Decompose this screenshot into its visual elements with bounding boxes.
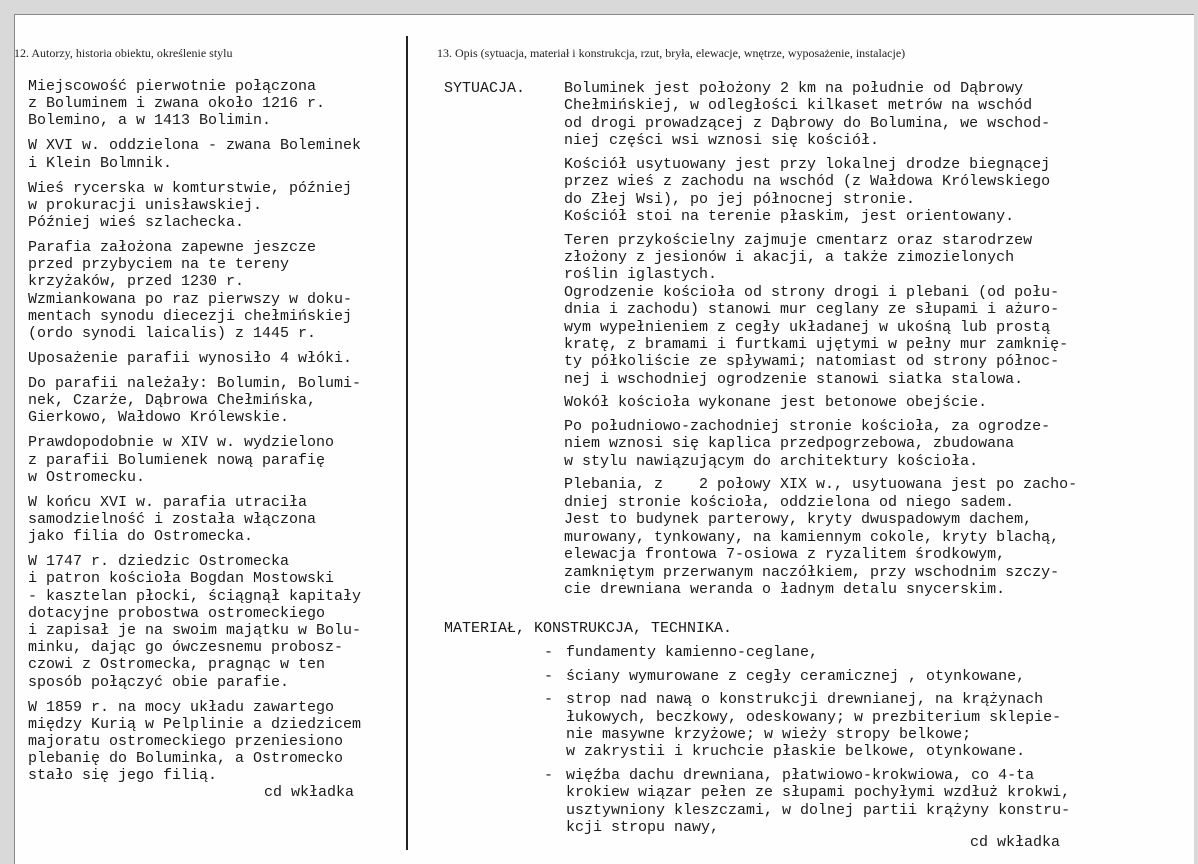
situation-paragraph: Teren przykościelny zajmuje cmentarz oraz starodrzew złożony z jesionów i akacji, a także zimozielonych roślin iglastych. Ogrodzenie kościoła od strony drogi i plebani (od połu- dnia i zachodu) stanowi mur ceglany ze słupami i ażuro- wym wypełnieniem z cegły układanej w ukośną lub prostą kratę, z bramami i furtkami ujętymi w pełny mur zamknię- ty półkoliście ze spływami; natomiast od strony północ- nej i wschodniej ogrodzenie stanowi siatka stalowa. [564, 231, 1069, 388]
material-item-text: więźba dachu drewniana, płatwiowo-krokwiowa, co 4-ta krokiew wiązar pełen ze słupami pochyłymi wzdłuż krokwi, usztywniony kleszczami, w dolnej partii krążyny konstru- kcji stropu nawy, [566, 767, 1071, 837]
right-column-header: 13. Opis (sytuacja, materiał i konstrukcja, rzut, bryła, elewacje, wnętrze, wyposażenie, instalacje) [437, 46, 906, 60]
history-paragraph: Do parafii należały: Bolumin, Bolumi- nek, Czarże, Dąbrowa Chełmińska, Gierkowo, Wałdowo Królewskie. [28, 375, 362, 427]
situation-paragraph: Po południowo-zachodniej stronie kościoła, za ogrodze- niem wznosi się kaplica przedpogrzebowa, zbudowana w stylu nawiązującym do architektury kościoła. [564, 418, 1051, 470]
history-paragraph: W końcu XVI w. parafia utraciła samodzielność i została włączona jako filia do Ostromecka. [28, 493, 317, 546]
right-continuation-note: cd wkładka [970, 834, 1061, 851]
situation-paragraph: Boluminek jest położony 2 km na południe od Dąbrowy Chełmińskiej, w odległości kilkaset metrów na wschód od drogi prowadzącej z Dąbrowy do Bolumina, we wschod- niej części wsi wznosi się kościół. [564, 80, 1051, 150]
list-dash: - [544, 691, 554, 709]
history-paragraph: Parafia założona zapewne jeszcze przed przybyciem na te tereny krzyżaków, przed 1230 r. Wzmiankowana po raz pierwszy w doku- mentach synodu diecezji chełmińskiej (ordo synodi laicalis) z 1445 r. [28, 239, 353, 343]
situation-label: SYTUACJA. [444, 80, 526, 97]
list-item [544, 691, 1144, 761]
list-dash: - [544, 667, 554, 685]
situation-paragraph: Plebania, z 2 połowy XIX w., usytuowana jest po zacho- dniej stronie kościoła, oddzielona od niego sadem. Jest to budynek parterowy, kryty dwuspadowym dachem, murowany, tynkowany, na kamiennym cokole, kryty blachą, elewacja frontowa 7-osiowa z ryzalitem środkowym, zamkniętym przerwanym naczółkiem, przy wschodnim szczy- cie drewniana weranda o ładnym detalu snycerskim. [564, 476, 1078, 598]
situation-paragraph: Kościół usytuowany jest przy lokalnej drodze biegnącej przez wieś z zachodu na wschód (z Wałdowa Królewskiego do Złej Wsi), po jej północnej stronie. Kościół stoi na terenie płaskim, jest orientowany. [564, 155, 1051, 226]
history-paragraph: W XVI w. oddzielona - zwana Boleminek i Klein Bolmnik. [28, 137, 362, 172]
history-text [28, 78, 406, 809]
material-list [544, 644, 1144, 843]
situation-paragraph: Wokół kościoła wykonane jest betonowe obejście. [564, 394, 988, 412]
left-column-header: 12. Autorzy, historia obiektu, określenie stylu [14, 46, 233, 60]
description-text [564, 80, 1134, 605]
history-paragraph: Uposażenie parafii wynosiło 4 włóki. [28, 350, 353, 368]
material-item-text: fundamenty kamienno-ceglane, [566, 644, 819, 661]
list-item [544, 668, 1144, 685]
history-paragraph: Miejscowość pierwotnie połączona z Boluminem i zwana około 1216 r. Bolemino, a w 1413 Bolimin. [28, 78, 326, 130]
history-paragraph: W 1747 r. dziedzic Ostromecka i patron kościoła Bogdan Mostowski - kasztelan płocki, ściągnął kapitały dotacyjne probostwa ostromeckiego i zapisał je na swoim majątku w Bolu- minku, dając go ówczesnemu probosz- czowi z Ostromecka, pragnąc w ten sposób połączyć obie parafie. [28, 553, 362, 691]
history-paragraph: Prawdopodobnie w XIV w. wydzielono z parafii Bolumienek nową parafię w Ostromecku. [28, 434, 335, 486]
column-divider [406, 36, 408, 850]
material-item-text: strop nad nawą o konstrukcji drewnianej, na krążynach łukowych, beczkowy, odeskowany; w prezbiterium sklepie- nie masywne krzyżowe; w wieży stropy belkowe; w zakrystii i kruchcie płaskie belkowe, otynkowane. [566, 691, 1062, 761]
material-item-text: ściany wymurowane z cegły ceramicznej , otynkowane, [566, 667, 1026, 685]
list-dash: - [544, 767, 554, 784]
material-label: MATERIAŁ, KONSTRUKCJA, TECHNIKA. [444, 620, 733, 637]
left-continuation-note: cd wkładka [264, 783, 355, 801]
list-dash: - [544, 644, 554, 661]
history-paragraph: Wieś rycerska w komturstwie, później w prokuracji unisławskiej. Później wieś szlachecka. [28, 179, 353, 232]
list-item [544, 644, 1144, 661]
history-paragraph: W 1859 r. na mocy układu zawartego między Kurią w Pelplinie a dziedzicem majoratu ostromeckiego przeniesiono plebanię do Boluminka, a Ostromecko stało się jego filią. [28, 698, 362, 785]
list-item [544, 767, 1144, 837]
